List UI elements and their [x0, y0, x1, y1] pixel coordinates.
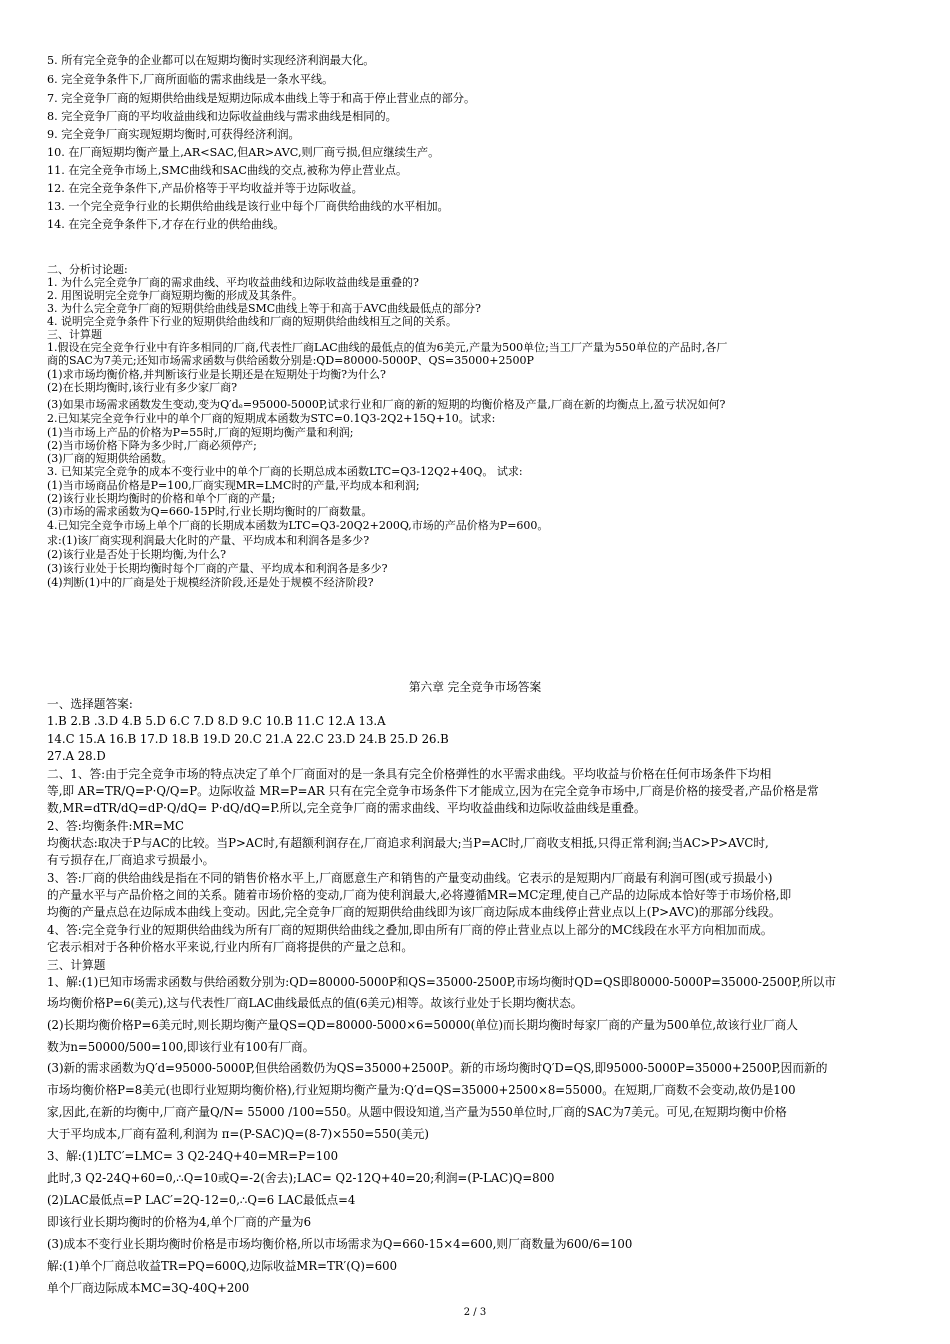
calc-line: 4.已知完全竞争市场上单个厂商的长期成本函数为LTC=Q3-20Q2+200Q,市场的产品价格为P=600。 — [47, 519, 549, 532]
page-number: 2 / 3 — [463, 1307, 487, 1318]
calc-heading: 三、计算题 — [47, 328, 102, 341]
calc-line: (3)如果市场需求函数发生变动,变为Q′dₑ=95000-5000P,试求行业和厂商的新的短期的均衡价格及产量,厂商在新的均衡点上,盈亏状况如何? — [47, 398, 726, 411]
calc-line: (2)当市场价格下降为多少时,厂商必须停产; — [47, 439, 257, 452]
answer-line: 均衡状态:取决于P与AC的比较。当P>AC时,有超额利润存在,厂商追求利润最大;当P=AC时,厂商收支相抵,只得正常利润;当AC>P>AVC时, — [47, 836, 769, 850]
calc-line: 2.已知某完全竞争行业中的单个厂商的短期成本函数为STC=0.1Q3-2Q2+15Q+10。试求: — [47, 412, 496, 425]
answer-line: 3、解:(1)LTC′=LMC= 3 Q2-24Q+40=MR=P=100 — [47, 1149, 339, 1163]
answer-line: (3)新的需求函数为Q′d=95000-5000P,但供给函数仍为QS=35000+2500P。新的市场均衡时Q′D=QS,即95000-5000P=35000+2500P,因而新的 — [47, 1061, 828, 1075]
analysis-item: 2. 用图说明完全竞争厂商短期均衡的形成及其条件。 — [47, 289, 303, 302]
analysis-item: 1. 为什么完全竞争厂商的需求曲线、平均收益曲线和边际收益曲线是重叠的? — [47, 276, 419, 289]
calc-line: 3. 已知某完全竞争的成本不变行业中的单个厂商的长期总成本函数LTC=Q3-12Q2+40Q。 试求: — [47, 465, 523, 478]
answer-line: 2、答:均衡条件:MR=MC — [47, 819, 184, 833]
calc-line: (2)该行业是否处于长期均衡,为什么? — [47, 548, 226, 561]
answer-line: 市场均衡价格P=8美元(也即行业短期均衡价格),行业短期均衡产量为:Q′d=QS=35000+2500×8=55000。在短期,厂商数不会变动,故仍是100 — [47, 1083, 796, 1097]
answer-line: (2)长期均衡价格P=6美元时,则长期均衡产量QS=QD=80000-5000×6=50000(单位)而长期均衡时每家厂商的产量为500单位,故该行业厂商人 — [47, 1018, 798, 1032]
answer-line: 1、解:(1)已知市场需求函数与供给函数分别为:QD=80000-5000P和QS=35000-2500P,市场均衡时QD=QS即80000-5000P=35000-2500P,所以市 — [47, 975, 837, 989]
answer-line: 数,MR=dTR/dQ=dP·Q/dQ= P·dQ/dQ=P.所以,完全竞争厂商的需求曲线、平均收益曲线和边际收益曲线是重叠。 — [47, 801, 646, 815]
calc-line: (1)当市场上产品的价格为P=55时,厂商的短期均衡产量和利润; — [47, 426, 354, 439]
calc-line: 1.假设在完全竞争行业中有许多相同的厂商,代表性厂商LAC曲线的最低点的值为6美元,产量为500单位;当工厂产量为550单位的产品时,各厂 — [47, 341, 728, 354]
calc-line: (1)求市场均衡价格,并判断该行业是长期还是在短期处于均衡?为什么? — [47, 368, 386, 381]
judgment-item: 13. 一个完全竞争行业的长期供给曲线是该行业中每个厂商供给曲线的水平相加。 — [47, 200, 449, 213]
judgment-item: 9. 完全竞争厂商实现短期均衡时,可获得经济利润。 — [47, 128, 300, 141]
answer-line: 3、答:厂商的供给曲线是指在不同的销售价格水平上,厂商愿意生产和销售的产量变动曲线。它表示的是短期内厂商最有利润可图(或亏损最小) — [47, 871, 773, 885]
judgment-item: 10. 在厂商短期均衡产量上,AR<SAC,但AR>AVC,则厂商亏损,但应继续生产。 — [47, 146, 440, 159]
answer-line: (2)LAC最低点=P LAC′=2Q-12=0,∴Q=6 LAC最低点=4 — [47, 1193, 356, 1207]
answer-line: 它表示相对于各种价格水平来说,行业内所有厂商将提供的产量之总和。 — [47, 940, 414, 954]
calc-line: 商的SAC为7美元;还知市场需求函数与供给函数分别是:QD=80000-5000P、QS=35000+2500P — [47, 354, 534, 367]
answer-line: 解:(1)单个厂商总收益TR=PQ=600Q,边际收益MR=TR′(Q)=600 — [47, 1259, 398, 1273]
judgment-item: 7. 完全竞争厂商的短期供给曲线是短期边际成本曲线上等于和高于停止营业点的部分。 — [47, 92, 476, 105]
calc-line: (1)当市场商品价格是P=100,厂商实现MR=LMC时的产量,平均成本和利润; — [47, 479, 420, 492]
analysis-item: 4. 说明完全竞争条件下行业的短期供给曲线和厂商的短期供给曲线相互之间的关系。 — [47, 315, 457, 328]
calc-line: (2)在长期均衡时,该行业有多少家厂商? — [47, 381, 237, 394]
choice-answers: 14.C 15.A 16.B 17.D 18.B 19.D 20.C 21.A 22.C 23.D 24.B 25.D 26.B — [47, 732, 449, 746]
judgment-item: 8. 完全竞争厂商的平均收益曲线和边际收益曲线与需求曲线是相同的。 — [47, 110, 397, 123]
answer-line: (3)成本不变行业长期均衡时价格是市场均衡价格,所以市场需求为Q=660-15×4=600,则厂商数量为600/6=100 — [47, 1237, 633, 1251]
judgment-item: 14. 在完全竞争条件下,才存在行业的供给曲线。 — [47, 218, 285, 231]
answer-line: 二、1、答:由于完全竞争市场的特点决定了单个厂商面对的是一条具有完全价格弹性的水平需求曲线。平均收益与价格在任何市场条件下均相 — [47, 767, 772, 781]
answer-line: 家,因此,在新的均衡中,厂商产量Q/N= 55000 /100=550。从题中假设知道,当产量为550单位时,厂商的SAC为7美元。可见,在短期均衡中价格 — [47, 1105, 787, 1119]
answer-line: 即该行业长期均衡时的价格为4,单个厂商的产量为6 — [47, 1215, 312, 1229]
judgment-item: 5. 所有完全竞争的企业都可以在短期均衡时实现经济利润最大化。 — [47, 54, 375, 67]
calc-line: (3)厂商的短期供给函数。 — [47, 452, 173, 465]
calc-line: (3)市场的需求函数为Q=660-15P时,行业长期均衡时的厂商数量。 — [47, 505, 373, 518]
judgment-item: 6. 完全竞争条件下,厂商所面临的需求曲线是一条水平线。 — [47, 73, 334, 86]
answer-line: 有亏损存在,厂商追求亏损最小。 — [47, 853, 215, 867]
choice-heading: 一、选择题答案: — [47, 697, 133, 711]
choice-answers: 1.B 2.B .3.D 4.B 5.D 6.C 7.D 8.D 9.C 10.B 11.C 12.A 13.A — [47, 714, 386, 728]
answer-line: 此时,3 Q2-24Q+60=0,∴Q=10或Q=-2(舍去);LAC= Q2-12Q+40=20;利润=(P-LAC)Q=800 — [47, 1171, 555, 1185]
calc-line: 求:(1)该厂商实现利润最大化时的产量、平均成本和利润各是多少? — [47, 534, 370, 547]
answer-line: 等,即 AR=TR/Q=P·Q/Q=P。边际收益 MR=P=AR 只有在完全竞争市场条件下才能成立,因为在完全竞争市场中,厂商是价格的接受者,产品价格是常 — [47, 784, 819, 798]
analysis-item: 3. 为什么完全竞争厂商的短期供给曲线是SMC曲线上等于和高于AVC曲线最低点的部分? — [47, 302, 481, 315]
answer-line: 4、答:完全竞争行业的短期供给曲线为所有厂商的短期供给曲线之叠加,即由所有厂商的停止营业点以上部分的MC线段在水平方向相加而成。 — [47, 923, 773, 937]
answer-line: 场均衡价格P=6(美元),这与代表性厂商LAC曲线最低点的值(6美元)相等。故该行业处于长期均衡状态。 — [47, 996, 583, 1010]
judgment-item: 12. 在完全竞争条件下,产品价格等于平均收益并等于边际收益。 — [47, 182, 363, 195]
answer-line: 数为n=50000/500=100,即该行业有100有厂商。 — [47, 1040, 315, 1054]
answer-line: 的产量水平与产品价格之间的关系。随着市场价格的变动,厂商为使利润最大,必将遵循MR=MC定理,使自己产品的边际成本恰好等于市场价格,即 — [47, 888, 792, 902]
answer-line: 单个厂商边际成本MC=3Q-40Q+200 — [47, 1281, 250, 1295]
calc-line: (4)判断(1)中的厂商是处于规模经济阶段,还是处于规模不经济阶段? — [47, 576, 374, 589]
answer-line: 大于平均成本,厂商有盈利,利润为 π=(P-SAC)Q=(8-7)×550=550(美元) — [47, 1127, 429, 1141]
calc-line: (2)该行业长期均衡时的价格和单个厂商的产量; — [47, 492, 276, 505]
answer-line: 三、计算题 — [47, 958, 106, 972]
analysis-heading: 二、分析讨论题: — [47, 263, 128, 276]
calc-line: (3)该行业处于长期均衡时每个厂商的产量、平均成本和利润各是多少? — [47, 562, 388, 575]
judgment-item: 11. 在完全竞争市场上,SMC曲线和SAC曲线的交点,被称为停止营业点。 — [47, 164, 408, 177]
answer-line: 均衡的产量点总在边际成本曲线上变动。因此,完全竞争厂商的短期供给曲线即为该厂商边际成本曲线停止营业点以上(P>AVC)的那部分线段。 — [47, 905, 781, 919]
choice-answers: 27.A 28.D — [47, 749, 106, 763]
answers-title: 第六章 完全竞争市场答案 — [408, 680, 542, 694]
